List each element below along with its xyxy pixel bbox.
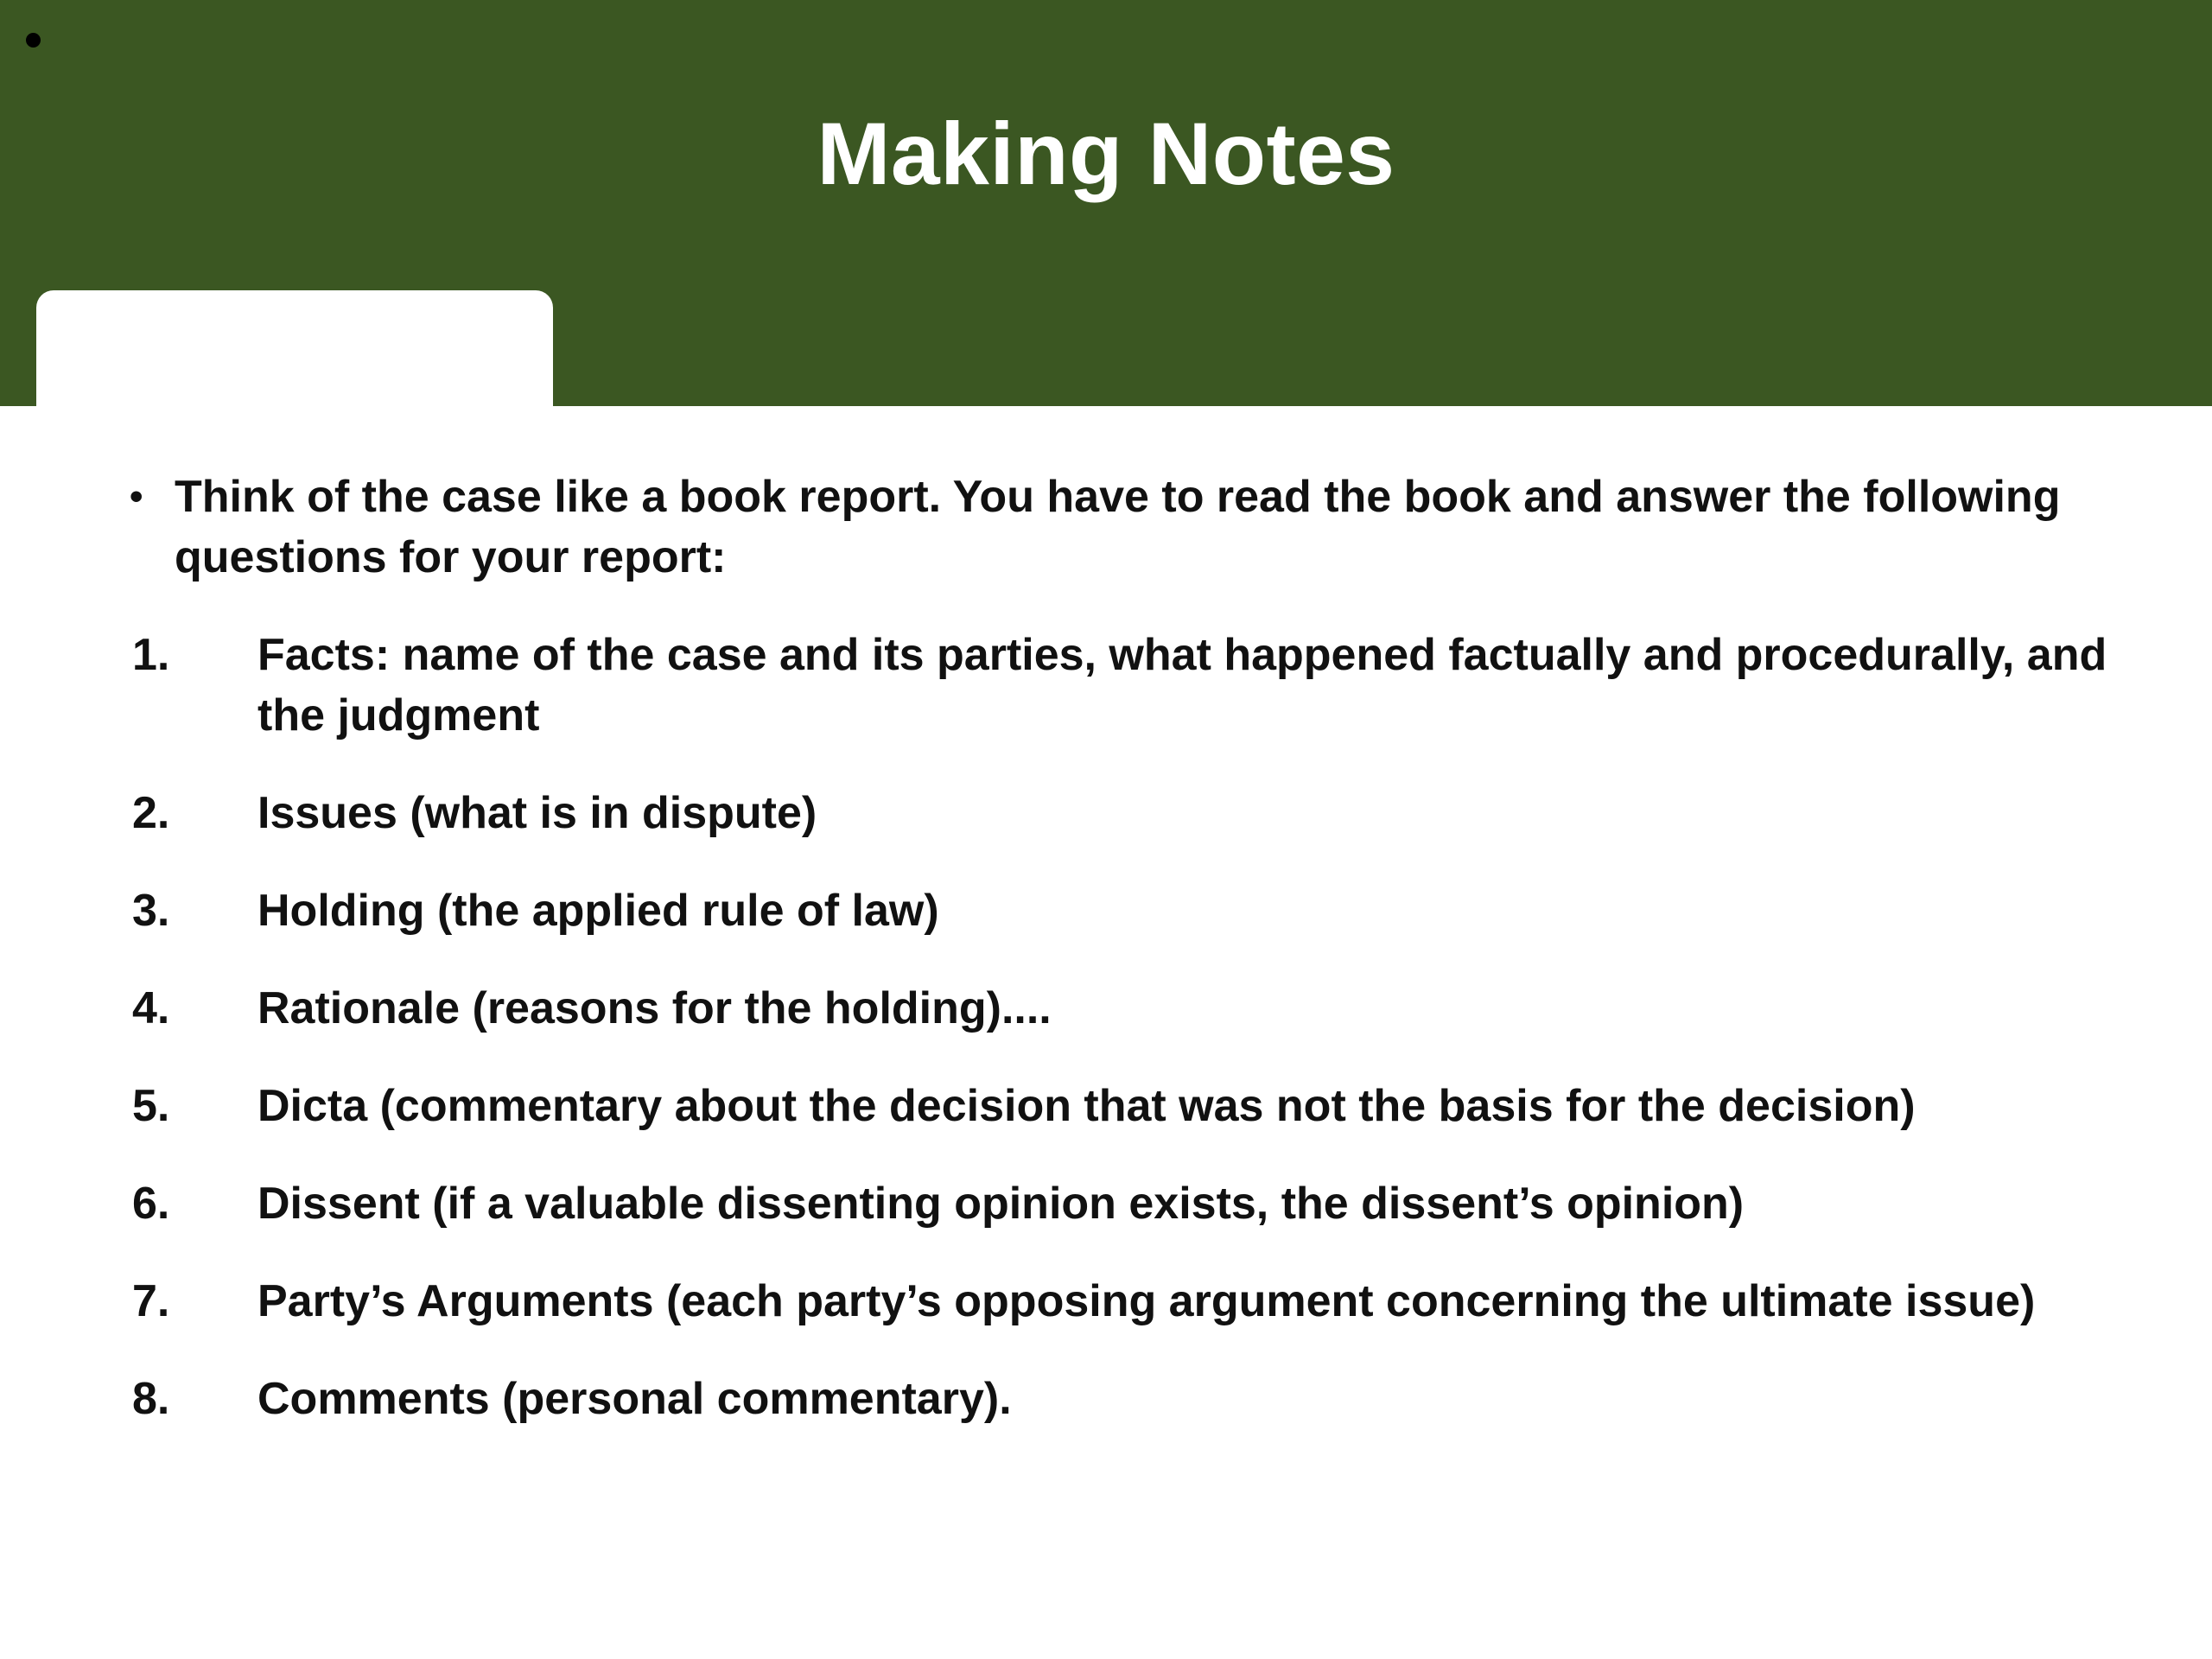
bullet-icon: • <box>130 475 143 518</box>
list-item-text: Party’s Arguments (each party’s opposing argument concerning the ultimate issue) <box>257 1276 2036 1326</box>
list-item <box>130 1076 2117 1136</box>
numbered-list <box>130 625 2117 1429</box>
list-item <box>130 880 2117 941</box>
list-item-number: 3. <box>132 886 170 936</box>
header-tab-shape <box>36 290 553 406</box>
list-item-text: Facts: name of the case and its parties, what happened factually and procedurally, and the judgment <box>257 630 2107 741</box>
list-item-text: Rationale (reasons for the holding).... <box>257 983 1052 1033</box>
list-item-number: 5. <box>132 1081 170 1131</box>
list-item-text: Dicta (commentary about the decision that was not the basis for the decision) <box>257 1081 1916 1131</box>
list-item-number: 2. <box>132 788 170 838</box>
list-item <box>130 1369 2117 1429</box>
list-item-text: Dissent (if a valuable dissenting opinion exists, the dissent’s opinion) <box>257 1179 1745 1229</box>
list-item-number: 1. <box>132 630 170 680</box>
list-item <box>130 625 2117 746</box>
intro-bullet <box>130 467 2117 588</box>
list-item-number: 7. <box>132 1276 170 1326</box>
list-item-text: Comments (personal commentary). <box>257 1374 1012 1424</box>
corner-dot <box>26 33 41 48</box>
list-item-number: 4. <box>132 983 170 1033</box>
list-item <box>130 1173 2117 1234</box>
list-item-number: 6. <box>132 1179 170 1229</box>
list-item-text: Issues (what is in dispute) <box>257 788 817 838</box>
list-item <box>130 978 2117 1039</box>
list-item <box>130 1271 2117 1332</box>
intro-bullet-text: Think of the case like a book report. You have to read the book and answer the following questions for your report: <box>175 472 2061 582</box>
list-item-number: 8. <box>132 1374 170 1424</box>
slide-body <box>130 467 2117 1466</box>
list-item-text: Holding (the applied rule of law) <box>257 886 939 936</box>
list-item <box>130 783 2117 843</box>
slide-title: Making Notes <box>817 105 1395 203</box>
